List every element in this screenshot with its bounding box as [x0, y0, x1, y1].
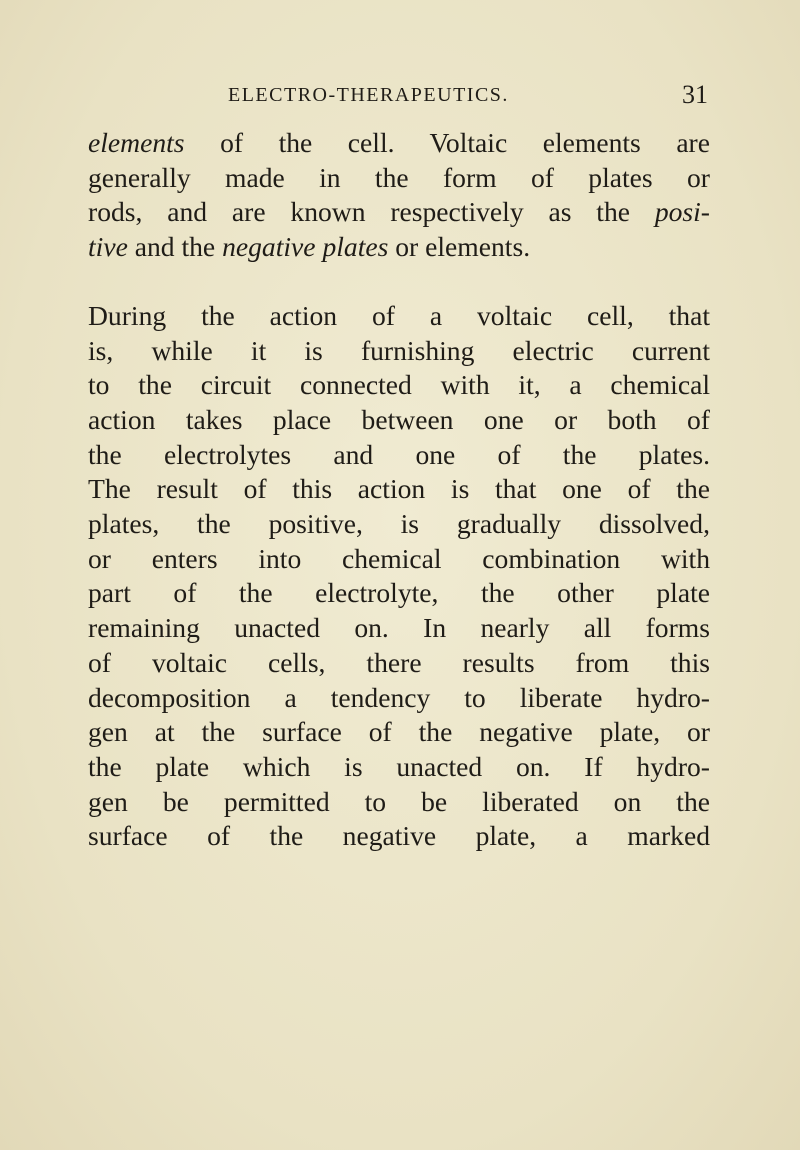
text-run: surface of the negative plate, a marked: [88, 820, 710, 852]
text-run: of voltaic cells, there results from this: [88, 646, 710, 678]
text-run: action takes place between one or both of: [88, 403, 710, 435]
text-line: [88, 785, 710, 820]
text-run: rods, and are known respectively as the: [88, 196, 655, 228]
text-run: or enters into chemical combination with: [88, 542, 710, 574]
text-line: [88, 472, 710, 507]
text-run: is, while it is furnishing electric current: [88, 334, 710, 366]
text-line: [88, 646, 710, 681]
italic-run: negative plates: [222, 231, 389, 263]
text-line: [88, 368, 710, 403]
text-run: of the cell. Voltaic elements are: [184, 127, 710, 158]
text-line: [88, 299, 710, 334]
text-run: remaining unacted on. In nearly all forms: [88, 612, 710, 644]
text-line: [88, 161, 710, 196]
text-line: [88, 750, 710, 785]
running-title: ELECTRO-THERAPEUTICS.: [228, 84, 509, 106]
text-line: [88, 403, 710, 438]
text-line: [88, 126, 710, 161]
text-run: part of the electrolyte, the other plate: [88, 577, 710, 609]
text-run: the plate which is unacted on. If hydro-: [88, 750, 710, 782]
body-text: [88, 126, 710, 854]
text-run: The result of this action is that one of the: [88, 473, 710, 505]
italic-run: posi-: [654, 196, 710, 228]
text-run: the electrolytes and one of the plates.: [88, 438, 710, 470]
text-line: [88, 438, 710, 473]
paragraph-1: [88, 126, 710, 265]
page-number: 31: [682, 80, 708, 109]
text-run: decomposition a tendency to liberate hydro-: [88, 681, 710, 713]
running-head: [0, 80, 800, 110]
text-line: [88, 230, 710, 265]
text-run: plates, the positive, is gradually dissolved,: [88, 508, 710, 540]
text-line: [88, 334, 710, 369]
italic-run: tive: [88, 231, 128, 263]
text-run: During the action of a voltaic cell, that: [88, 299, 710, 331]
text-line: [88, 507, 710, 542]
text-line: [88, 715, 710, 750]
text-line: [88, 195, 710, 230]
text-line: [88, 611, 710, 646]
text-line: [88, 681, 710, 716]
text-line: [88, 542, 710, 577]
italic-run: elements: [88, 127, 185, 158]
text-run: to the circuit connected with it, a chemical: [88, 369, 710, 401]
text-run: generally made in the form of plates or: [88, 161, 710, 193]
text-line: [88, 576, 710, 611]
text-run: gen at the surface of the negative plate, or: [88, 716, 710, 748]
text-run: or elements.: [388, 231, 531, 263]
text-run: and the: [127, 231, 223, 263]
text-run: gen be permitted to be liberated on the: [88, 785, 710, 817]
paragraph-2: [88, 299, 710, 854]
text-line: [88, 819, 710, 854]
